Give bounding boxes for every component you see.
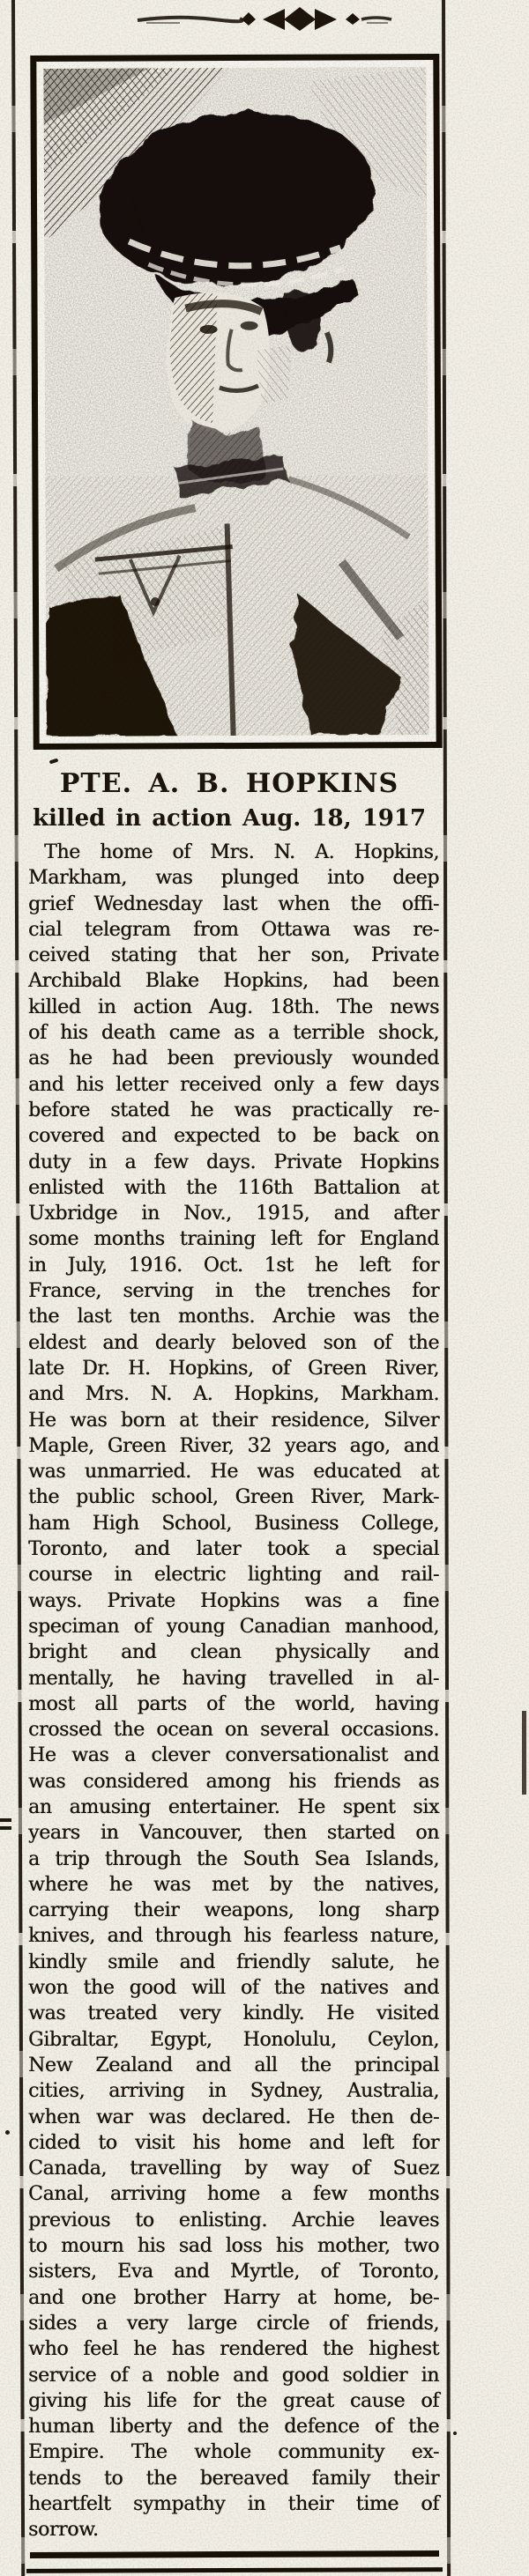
article-line: tends to the bereaved family their — [28, 2467, 439, 2490]
article-line: Gibraltar, Egypt, Honolulu, Ceylon, — [28, 2028, 439, 2051]
article-line: who feel he has rendered the highest — [28, 2338, 439, 2361]
article-line: grief Wednesday last when the offi- — [28, 892, 439, 915]
article-line: when war was declared. He then de- — [28, 2106, 439, 2128]
article-line: Canada, travelling by way of Suez — [28, 2158, 439, 2180]
article-line: before stated he was practically re- — [28, 1099, 439, 1121]
article-line: most all parts of the world, having — [28, 1692, 439, 1715]
margin-equals-mark — [0, 1818, 11, 1834]
article-line: human liberty and the defence of the — [28, 2416, 439, 2439]
article-line: New Zealand and all the principal — [28, 2054, 439, 2076]
article-line: was considered among his friends as — [28, 1770, 439, 1793]
article-line: Maple, Green River, 32 years ago, and — [28, 1434, 439, 1457]
article-line: and his letter received only a few days — [28, 1073, 439, 1096]
article-line: the public school, Green River, Mark- — [28, 1486, 439, 1509]
article-line: France, serving in the trenches for — [28, 1280, 439, 1303]
article-line: bright and clean physically and — [28, 1641, 439, 1664]
article-line: and Mrs. N. A. Hopkins, Markham. — [28, 1383, 439, 1406]
article-line: kindly smile and friendly salute, he — [28, 1951, 439, 1973]
article-line: and one brother Harry at home, be- — [28, 2286, 439, 2309]
right-column-rule — [442, 0, 451, 2576]
article-line: enlisted with the 116th Battalion at — [28, 1176, 439, 1199]
article-line: The home of Mrs. N. A. Hopkins, — [44, 841, 439, 863]
ink-speck — [49, 759, 59, 765]
article-line: some months training left for England — [28, 1228, 439, 1251]
article-line: Toronto, and later took a special — [28, 1538, 439, 1561]
article-line: cities, arriving in Sydney, Australia, — [28, 2080, 439, 2103]
article-line: of his death came as a terrible shock, — [28, 1022, 439, 1045]
left-column-rule — [11, 0, 25, 2576]
article-line: ceived stating that her son, Private — [28, 944, 439, 967]
article-subheadline: killed in action Aug. 18, 1917 — [32, 805, 427, 832]
article-line: killed in action Aug. 18th. The news — [28, 996, 439, 1018]
article-line: sorrow. — [28, 2519, 99, 2542]
article-line: Uxbridge in Nov., 1915, and after — [28, 1203, 439, 1225]
article-line: He was born at their residence, Silver — [28, 1409, 439, 1432]
article-line: ham High School, Business College, — [28, 1512, 439, 1535]
article-line: a trip through the South Sea Islands, — [28, 1847, 439, 1870]
article-line: duty in a few days. Private Hopkins — [28, 1151, 439, 1173]
article-line: late Dr. H. Hopkins, of Green River, — [28, 1357, 439, 1380]
article-line: service of a noble and good soldier in — [28, 2364, 439, 2387]
article-headline: PTE. A. B. HOPKINS — [59, 768, 399, 799]
article-line: Empire. The whole community ex- — [28, 2441, 439, 2464]
article-body — [28, 840, 439, 2543]
article-line: ways. Private Hopkins was a fine — [28, 1589, 439, 1612]
article-line: previous to enlisting. Archie leaves — [28, 2209, 439, 2232]
article-line: Markham, was plunged into deep — [28, 867, 439, 890]
article-line: Canal, arriving home a few months — [28, 2183, 439, 2206]
soldier-portrait-image — [43, 67, 428, 737]
article-line: mentally, he having travelled in al- — [28, 1667, 439, 1690]
article-line: sisters, Eva and Myrtle, of Toronto, — [28, 2261, 439, 2284]
bottom-rule-heavy — [30, 2550, 439, 2558]
photo-frame — [30, 54, 442, 750]
article-line: won the good will of the natives and — [28, 1977, 439, 2000]
article-line: heartfelt sympathy in their time of — [28, 2493, 439, 2515]
article-line: the last ten months. Archie was the — [28, 1306, 439, 1329]
article-line: was treated very kindly. He visited — [28, 2002, 439, 2025]
article-line: to mourn his sad loss his mother, two — [28, 2235, 439, 2258]
ink-speck — [5, 2130, 10, 2135]
article-line: Archibald Blake Hopkins, had been — [28, 970, 439, 993]
article-line: years in Vancouver, then started on — [28, 1822, 439, 1845]
article-line: where he was met by the natives, — [28, 1873, 439, 1896]
article-line: cial telegram from Ottawa was re- — [28, 918, 439, 941]
diamond-dash-divider-icon — [132, 2, 397, 33]
article-line: was unmarried. He was educated at — [28, 1461, 439, 1484]
ink-speck — [453, 2432, 457, 2435]
article-line: covered and expected to be back on — [28, 1125, 439, 1148]
article-line: knives, and through his fearless nature, — [28, 1925, 439, 1948]
article-line: in July, 1916. Oct. 1st he left for — [28, 1254, 439, 1277]
scan-edge-mark — [522, 1711, 526, 1795]
article-line: an amusing entertainer. He spent six — [28, 1795, 439, 1818]
article-line: cided to visit his home and left for — [28, 2131, 439, 2154]
article-line: giving his life for the great cause of — [28, 2389, 439, 2412]
article-line: eldest and dearly beloved son of the — [28, 1331, 439, 1354]
article-line: as he had been previously wounded — [28, 1047, 439, 1070]
article-line: carrying their weapons, long sharp — [28, 1899, 439, 1922]
article-line: course in electric lighting and rail- — [28, 1564, 439, 1587]
article-line: speciman of young Canadian manhood, — [28, 1615, 439, 1638]
bottom-rule-light — [26, 2567, 443, 2573]
article-line: crossed the ocean on several occasions. — [28, 1719, 439, 1742]
article-line: He was a clever conversationalist and — [28, 1744, 439, 1767]
article-line: sides a very large circle of friends, — [28, 2312, 439, 2335]
